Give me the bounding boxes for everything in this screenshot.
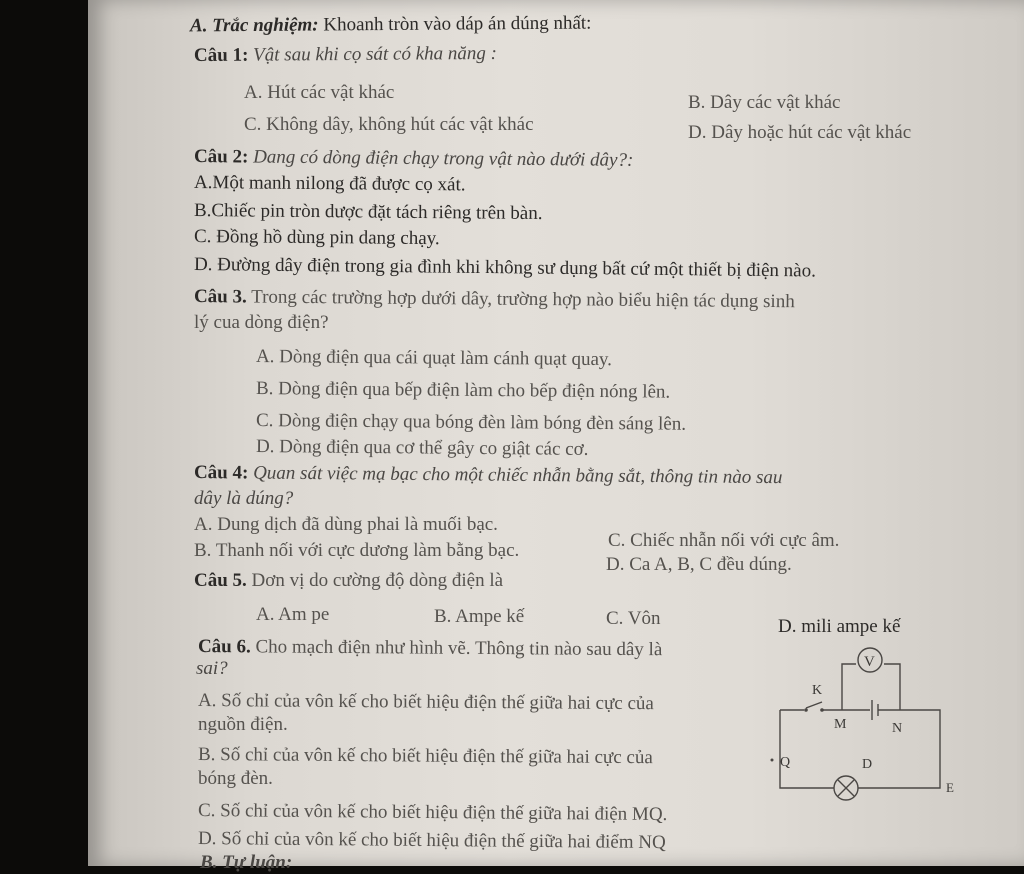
switch-symbol: [806, 702, 822, 708]
q5-option-a[interactable]: A. Am pe: [256, 604, 330, 625]
q4-option-c[interactable]: C. Chiếc nhẫn nối với cực âm.: [608, 530, 840, 551]
q1-option-c[interactable]: C. Không dây, không hút các vật khác: [244, 114, 534, 135]
q2-option-b[interactable]: B.Chiếc pin tròn dược đặt tách riêng trên bàn.: [193, 200, 543, 225]
question-6-text-2: sai?: [196, 658, 228, 679]
section-b-heading: B. Tự luận:: [200, 852, 293, 873]
question-6-label: Câu 6.: [197, 636, 251, 658]
section-a-heading: [190, 13, 592, 38]
q6-option-a-2[interactable]: nguồn điện.: [198, 714, 288, 735]
question-4-label: Câu 4:: [193, 462, 249, 484]
question-6-line1: [198, 636, 662, 661]
question-3-label: Câu 3.: [193, 286, 247, 308]
question-4-text-1: Quan sát việc mạ bạc cho một chiếc nhẫn bằng sắt, thông tin nào sau: [253, 462, 783, 489]
q6-option-b-1[interactable]: B. Số chỉ của vôn kế cho biết hiệu điện thế giữa hai cực của: [197, 744, 653, 769]
q5-option-b[interactable]: B. Ampe kế: [434, 606, 525, 627]
label-e: E: [946, 780, 954, 795]
question-2: [194, 146, 634, 172]
question-3-text-1: Trong các trường hợp dưới dây, trường hợp nào biểu hiện tác dụng sinh: [251, 286, 795, 313]
q4-option-d[interactable]: D. Ca A, B, C đều dúng.: [606, 554, 792, 575]
label-q: Q: [780, 755, 791, 770]
left-wire: [780, 710, 834, 788]
q3-option-d[interactable]: D. Dòng điện qua cơ thể gây co giật các cơ.: [255, 436, 589, 460]
question-2-text: Dang có dòng điện chạy trong vật nào dưới dây?:: [253, 146, 634, 171]
section-a-instruction: Khoanh tròn vào dáp án dúng nhất:: [323, 12, 592, 36]
q6-option-b-2[interactable]: bóng đèn.: [198, 768, 273, 789]
q5-option-c[interactable]: C. Vôn: [606, 608, 661, 629]
label-m: M: [834, 717, 847, 732]
q4-option-a[interactable]: A. Dung dịch đã dùng phai là muối bạc.: [194, 514, 498, 535]
q3-option-b[interactable]: B. Dòng điện qua bếp điện làm cho bếp điện nóng lên.: [255, 378, 671, 403]
question-2-label: Câu 2:: [193, 146, 249, 168]
q5-option-d[interactable]: D. mili ampe kế: [778, 616, 901, 637]
q6-option-d[interactable]: D. Số chỉ của vôn kế cho biết hiệu điện thế giữa hai điểm NQ: [197, 828, 666, 854]
question-5: [194, 570, 503, 592]
q6-option-c[interactable]: C. Số chỉ của vôn kế cho biết hiệu điện thế giữa hai điện MQ.: [197, 800, 668, 826]
question-6-text-1: Cho mạch điện như hình vẽ. Thông tin nào sau dây là: [255, 636, 663, 661]
q1-option-a[interactable]: A. Hút các vật khác: [244, 82, 395, 103]
question-5-label: Câu 5.: [194, 570, 247, 591]
q6-option-a-1[interactable]: A. Số chỉ của vôn kế cho biết hiệu điện thế giữa hai cực của: [197, 690, 654, 715]
section-a-label: A. Trắc nghiệm:: [189, 14, 319, 37]
label-d: D: [862, 757, 873, 772]
question-4-text-2: dây là dúng?: [194, 488, 294, 509]
q4-option-b[interactable]: B. Thanh nối với cực dương làm bằng bạc.: [194, 540, 520, 561]
question-3-text-2: lý cua dòng điện?: [194, 312, 329, 333]
q1-option-d[interactable]: D. Dây hoặc hút các vật khác: [688, 122, 912, 143]
question-1-label: Câu 1:: [193, 44, 249, 67]
label-switch: K: [812, 683, 823, 698]
q3-option-c[interactable]: C. Dòng điện chạy qua bóng đèn làm bóng đèn sáng lên.: [255, 410, 687, 435]
q1-option-b[interactable]: B. Dây các vật khác: [688, 92, 841, 113]
question-1-text: Vật sau khi cọ sát có kha năng :: [253, 42, 497, 66]
question-1: [194, 43, 497, 67]
voltmeter-wire: [842, 664, 900, 710]
q3-option-a[interactable]: A. Dòng điện qua cái quạt làm cánh quạt quay.: [255, 346, 613, 371]
q2-option-d[interactable]: D. Đường dây điện trong gia đình khi không sư dụng bất cứ một thiết bị điện nào.: [193, 254, 817, 282]
circuit-diagram: [760, 640, 980, 810]
q2-option-c[interactable]: C. Đồng hồ dùng pin dang chạy.: [193, 226, 440, 250]
label-voltmeter: V: [864, 654, 875, 670]
q2-option-a[interactable]: A.Một manh nilong đã được cọ xát.: [193, 172, 466, 196]
label-n: N: [892, 721, 903, 736]
question-5-text: Dơn vị do cường độ dòng điện là: [251, 570, 504, 591]
